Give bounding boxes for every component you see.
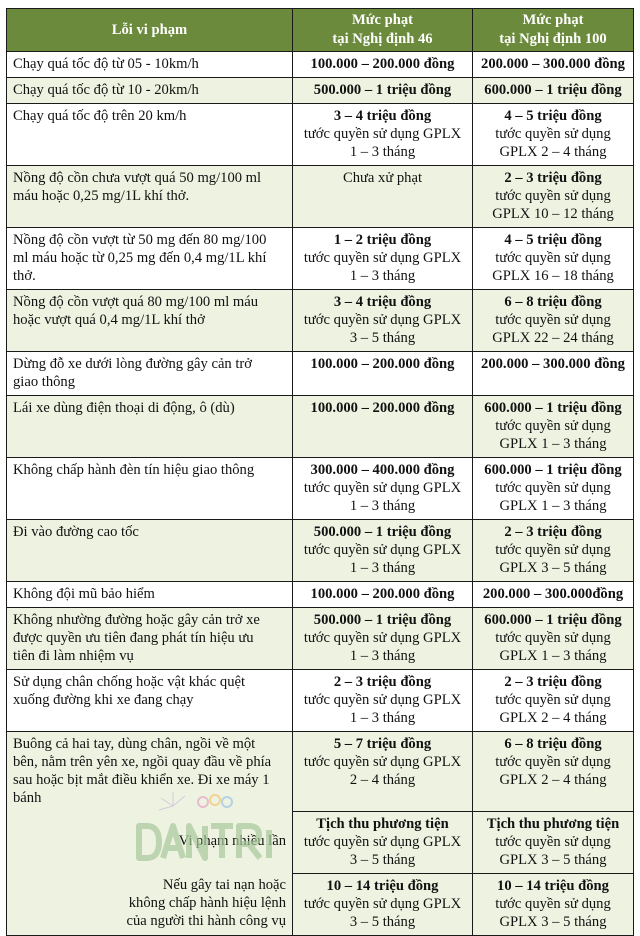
- fine-detail-line: tước quyền sử dụng: [495, 312, 611, 328]
- violation-text-line: Không nhường đường hoặc gây cản trở xe: [13, 612, 260, 628]
- decree-100-fine-cell: [473, 873, 634, 935]
- fine-detail-line: 3 – 5 tháng: [349, 851, 416, 868]
- fine-amount: 600.000 – 1 triệu đồng: [484, 462, 622, 478]
- fine-amount: 2 – 3 triệu đồng: [504, 170, 602, 186]
- violation-text-line: Không đội mũ bảo hiểm: [13, 586, 155, 602]
- table-body: [7, 52, 634, 936]
- decree-46-fine-cell: [293, 582, 473, 608]
- traffic-fines-table: [6, 8, 634, 936]
- fine-detail-line: tước quyền sử dụng: [495, 188, 611, 204]
- fine-amount: 6 – 8 triệu đồng: [504, 294, 602, 310]
- header-violation: [7, 9, 293, 52]
- fine-detail-line: tước quyền sử dụng: [495, 542, 611, 558]
- violation-text-line: Sử dụng chân chống hoặc vật khác quệt: [13, 674, 246, 690]
- fine-amount: 100.000 – 200.000 đồng: [310, 586, 455, 602]
- fine-detail-line: 1 – 3 tháng: [349, 710, 416, 726]
- violation-cell: [7, 458, 293, 520]
- fine-detail-line: tước quyền sử dụng GPLX: [303, 692, 462, 708]
- decree-46-fine-cell: [293, 458, 473, 520]
- violation-text-line: Không chấp hành đèn tín hiệu giao thông: [13, 462, 255, 478]
- violation-cell: [7, 104, 293, 166]
- decree-46-fine-cell: [293, 670, 473, 732]
- fine-detail-line: tước quyền sử dụng: [495, 126, 611, 142]
- violation-text-line: Vi phạm nhiều lần: [178, 833, 286, 849]
- decree-46-fine-cell: [293, 608, 473, 670]
- header-violation-label: Lỗi vi phạm: [111, 21, 188, 38]
- header-decree-100: [473, 9, 634, 52]
- violation-text-line: Chạy quá tốc độ từ 05 - 10km/h: [13, 56, 199, 72]
- fine-amount: 600.000 – 1 triệu đồng: [484, 612, 622, 628]
- decree-46-fine-cell: [293, 228, 473, 290]
- table-row: [7, 52, 634, 78]
- violation-cell: [7, 78, 293, 104]
- fine-amount: 2 – 3 triệu đồng: [333, 674, 432, 690]
- decree-46-fine-cell: [293, 732, 473, 812]
- fine-detail-line: GPLX 2 – 4 tháng: [499, 710, 607, 726]
- fine-amount: 100.000 – 200.000 đồng: [310, 56, 455, 72]
- decree-100-fine-cell: [473, 352, 634, 396]
- fine-detail-line: GPLX 2 – 4 tháng: [499, 772, 607, 788]
- fine-amount: 200.000 – 300.000 đồng: [481, 356, 625, 372]
- fine-detail-line: Chưa xử phạt: [342, 170, 423, 186]
- violation-cell: [7, 670, 293, 732]
- fine-detail-line: tước quyền sử dụng GPLX: [303, 895, 462, 912]
- violation-text-line: Đi vào đường cao tốc: [13, 524, 139, 540]
- violation-text-line: xuống đường khi xe đang chạy: [13, 692, 194, 708]
- fine-detail-line: 1 – 3 tháng: [349, 498, 416, 514]
- violation-text-line: hoặc vượt quá 0,4 mg/1L khí thở: [13, 312, 205, 328]
- fine-detail-line: 1 – 3 tháng: [349, 648, 416, 664]
- fine-detail-line: GPLX 3 – 5 tháng: [499, 913, 607, 930]
- fine-detail-line: GPLX 1 – 3 tháng: [499, 648, 607, 664]
- fine-amount: 10 – 14 triệu đồng: [326, 877, 439, 894]
- fine-detail-line: GPLX 2 – 4 tháng: [499, 144, 607, 160]
- fine-amount: Tịch thu phương tiện: [486, 815, 620, 832]
- fine-detail-line: GPLX 10 – 12 tháng: [492, 206, 614, 222]
- fine-amount: 600.000 – 1 triệu đồng: [484, 82, 622, 98]
- table-row: [7, 396, 634, 458]
- decree-46-fine-cell: [293, 352, 473, 396]
- violation-cell: [7, 608, 293, 670]
- fine-detail-line: tước quyền sử dụng: [495, 692, 611, 708]
- fine-amount: 600.000 – 1 triệu đồng: [484, 400, 622, 416]
- decree-46-fine-cell: [293, 166, 473, 228]
- violation-text-line: giao thông: [13, 374, 76, 390]
- decree-100-fine-cell: [473, 811, 634, 873]
- fine-detail-line: 1 – 3 tháng: [349, 144, 416, 160]
- fine-detail-line: tước quyền sử dụng: [495, 833, 611, 850]
- table-row: [7, 732, 634, 812]
- violation-text-line: Chạy quá tốc độ từ 10 - 20km/h: [13, 82, 199, 98]
- fine-amount: 200.000 – 300.000 đồng: [481, 56, 625, 72]
- violation-text-line: thở.: [13, 268, 36, 284]
- fine-detail-line: tước quyền sử dụng GPLX: [303, 630, 462, 646]
- violation-text-line: Chạy quá tốc độ trên 20 km/h: [13, 108, 187, 124]
- fine-detail-line: tước quyền sử dụng: [495, 250, 611, 266]
- violation-cell: [7, 520, 293, 582]
- fine-amount: 4 – 5 triệu đồng: [504, 232, 602, 248]
- violation-cell: [7, 166, 293, 228]
- fine-detail-line: 3 – 5 tháng: [349, 913, 416, 930]
- fine-amount: 4 – 5 triệu đồng: [504, 108, 602, 124]
- decree-100-fine-cell: [473, 166, 634, 228]
- violation-text-line: Buông cả hai tay, dùng chân, ngồi về một: [13, 736, 256, 752]
- fine-detail-line: GPLX 22 – 24 tháng: [492, 330, 614, 346]
- table-row: [7, 78, 634, 104]
- fine-detail-line: GPLX 1 – 3 tháng: [499, 498, 607, 514]
- fine-detail-line: tước quyền sử dụng GPLX: [303, 250, 462, 266]
- violation-cell: [7, 582, 293, 608]
- violation-cell: [7, 290, 293, 352]
- table-row: [7, 608, 634, 670]
- decree-100-fine-cell: [473, 52, 634, 78]
- header-decree-100-line1: Mức phạt: [522, 12, 584, 28]
- violation-cell: [7, 228, 293, 290]
- table-row: [7, 582, 634, 608]
- table-row: [7, 873, 634, 935]
- violation-text-line: bên, nằm trên yên xe, ngồi quay đầu về phía: [13, 754, 272, 770]
- fine-amount: 500.000 – 1 triệu đồng: [313, 612, 452, 628]
- fine-amount: 3 – 4 triệu đồng: [333, 108, 432, 124]
- violation-text-line: Dừng đỗ xe dưới lòng đường gây cản trở: [13, 356, 252, 372]
- decree-46-fine-cell: [293, 78, 473, 104]
- fine-detail-line: tước quyền sử dụng GPLX: [303, 312, 462, 328]
- fine-detail-line: 3 – 5 tháng: [349, 330, 416, 346]
- fine-detail-line: tước quyền sử dụng: [495, 630, 611, 646]
- decree-46-fine-cell: [293, 104, 473, 166]
- table-row: [7, 458, 634, 520]
- header-decree-46-line1: Mức phạt: [351, 12, 414, 28]
- violation-text-line: bánh: [13, 790, 42, 806]
- violation-text-line: Lái xe dùng điện thoại di động, ô (dù): [13, 400, 235, 416]
- decree-100-fine-cell: [473, 396, 634, 458]
- fine-amount: 500.000 – 1 triệu đồng: [313, 82, 452, 98]
- violation-text-line: tiên đi làm nhiệm vụ: [13, 648, 134, 664]
- fine-amount: 2 – 3 triệu đồng: [504, 524, 602, 540]
- decree-100-fine-cell: [473, 290, 634, 352]
- decree-100-fine-cell: [473, 582, 634, 608]
- fine-detail-line: GPLX 3 – 5 tháng: [499, 851, 607, 868]
- fine-amount: 2 – 3 triệu đồng: [504, 674, 602, 690]
- fine-amount: 100.000 – 200.000 đồng: [310, 356, 455, 372]
- table-row: [7, 104, 634, 166]
- fine-detail-line: tước quyền sử dụng GPLX: [303, 480, 462, 496]
- violation-cell: [7, 352, 293, 396]
- fine-detail-line: 2 – 4 tháng: [349, 772, 416, 788]
- fine-amount: 500.000 – 1 triệu đồng: [313, 524, 452, 540]
- violation-cell: [7, 811, 293, 873]
- decree-46-fine-cell: [293, 290, 473, 352]
- decree-100-fine-cell: [473, 520, 634, 582]
- header-decree-46: [293, 9, 473, 52]
- violation-cell: [7, 396, 293, 458]
- violation-text-line: sau hoặc bịt mắt điều khiển xe. Đi xe máy 1: [13, 772, 270, 788]
- fine-amount: 5 – 7 triệu đồng: [333, 736, 432, 752]
- fine-detail-line: 1 – 3 tháng: [349, 560, 416, 576]
- violation-text-line: Nếu gây tai nạn hoặc: [162, 877, 286, 893]
- fine-detail-line: GPLX 3 – 5 tháng: [499, 560, 607, 576]
- fine-amount: 300.000 – 400.000 đồng: [310, 462, 455, 478]
- table-row: [7, 520, 634, 582]
- fine-detail-line: tước quyền sử dụng: [495, 418, 611, 434]
- fine-amount: Tịch thu phương tiện: [316, 815, 449, 832]
- decree-46-fine-cell: [293, 811, 473, 873]
- fine-amount: 100.000 – 200.000 đồng: [310, 400, 455, 416]
- fine-detail-line: GPLX 16 – 18 tháng: [492, 268, 614, 284]
- fine-amount: 3 – 4 triệu đồng: [333, 294, 432, 310]
- violation-text-line: Nồng độ cồn vượt từ 50 mg đến 80 mg/100: [13, 232, 267, 248]
- violation-cell: [7, 732, 293, 812]
- fine-amount: 6 – 8 triệu đồng: [504, 736, 602, 752]
- violation-cell: [7, 52, 293, 78]
- decree-100-fine-cell: [473, 78, 634, 104]
- table-row: [7, 811, 634, 873]
- fine-detail-line: tước quyền sử dụng GPLX: [303, 754, 462, 770]
- table-row: [7, 166, 634, 228]
- decree-100-fine-cell: [473, 608, 634, 670]
- fine-detail-line: tước quyền sử dụng GPLX: [303, 833, 462, 850]
- violation-text-line: Nồng độ cồn chưa vượt quá 50 mg/100 ml: [13, 170, 262, 186]
- fine-amount: 1 – 2 triệu đồng: [333, 232, 432, 248]
- header-decree-46-line2: tại Nghị định 46: [332, 31, 433, 47]
- fine-detail-line: tước quyền sử dụng: [495, 754, 611, 770]
- header-decree-100-line2: tại Nghị định 100: [499, 31, 607, 47]
- violation-text-line: máu hoặc 0,25 mg/1L khí thở.: [13, 188, 190, 204]
- decree-100-fine-cell: [473, 104, 634, 166]
- violation-text-line: của người thi hành công vụ: [126, 913, 286, 929]
- fine-detail-line: GPLX 1 – 3 tháng: [499, 436, 607, 452]
- fine-detail-line: tước quyền sử dụng: [495, 895, 611, 912]
- violation-text-line: Nồng độ cồn vượt quá 80 mg/100 ml máu: [13, 294, 259, 310]
- decree-100-fine-cell: [473, 458, 634, 520]
- violation-text-line: được quyền ưu tiên đang phát tín hiệu ưu: [13, 630, 254, 646]
- decree-100-fine-cell: [473, 228, 634, 290]
- table-row: [7, 290, 634, 352]
- fine-detail-line: tước quyền sử dụng GPLX: [303, 126, 462, 142]
- fine-detail-line: 1 – 3 tháng: [349, 268, 416, 284]
- decree-46-fine-cell: [293, 520, 473, 582]
- table-row: [7, 670, 634, 732]
- violation-text-line: ml máu hoặc từ 0,25 mg đến 0,4 mg/1L khí: [13, 250, 267, 266]
- fine-detail-line: tước quyền sử dụng: [495, 480, 611, 496]
- decree-46-fine-cell: [293, 396, 473, 458]
- violation-cell: [7, 873, 293, 935]
- decree-100-fine-cell: [473, 732, 634, 812]
- decree-100-fine-cell: [473, 670, 634, 732]
- fine-amount: 10 – 14 triệu đồng: [497, 877, 609, 894]
- table-row: [7, 228, 634, 290]
- violation-text-line: không chấp hành hiệu lệnh: [128, 895, 286, 911]
- table-row: [7, 352, 634, 396]
- violation-text-line: [13, 814, 286, 832]
- decree-46-fine-cell: [293, 873, 473, 935]
- table-header-row: [7, 9, 634, 52]
- fine-amount: 200.000 – 300.000đồng: [482, 586, 624, 602]
- decree-46-fine-cell: [293, 52, 473, 78]
- fine-detail-line: tước quyền sử dụng GPLX: [303, 542, 462, 558]
